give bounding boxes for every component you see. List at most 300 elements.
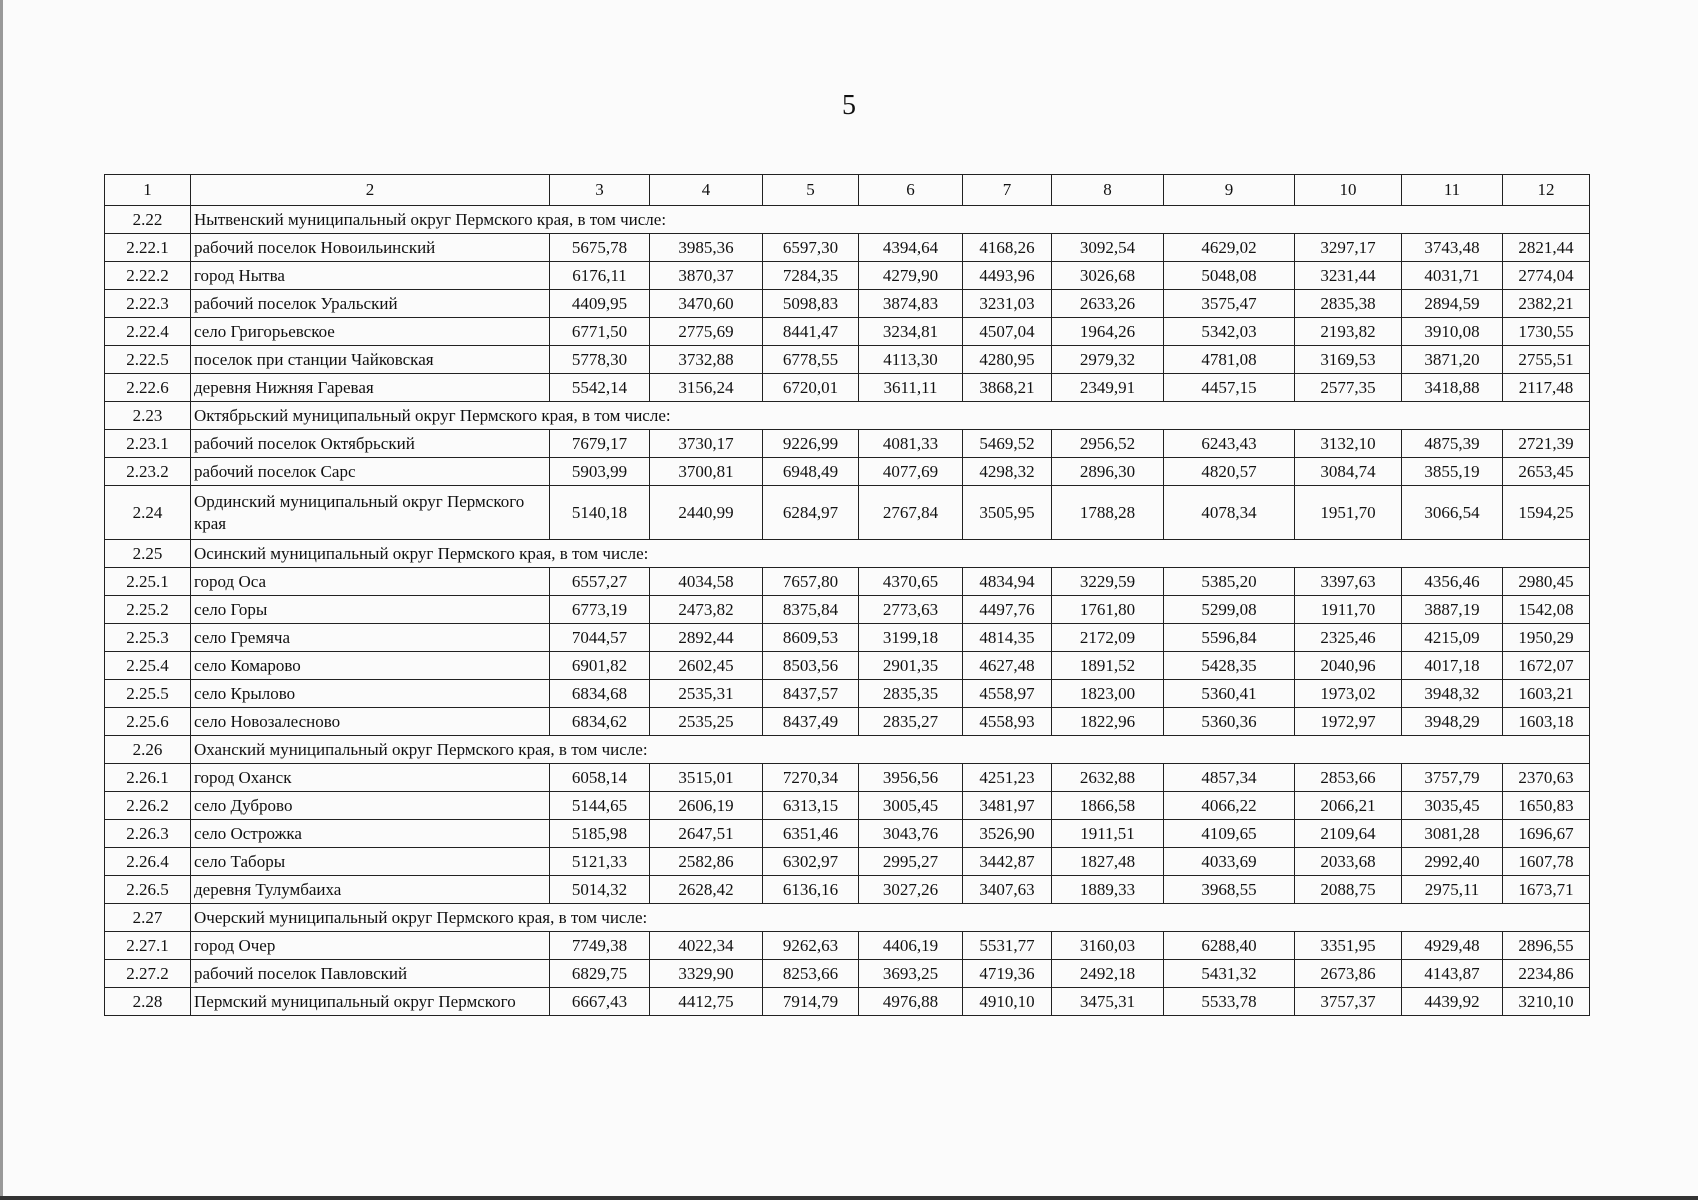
value-cell: 3026,68 bbox=[1052, 262, 1164, 290]
value-cell: 3169,53 bbox=[1295, 346, 1402, 374]
settlement-name: рабочий поселок Октябрьский bbox=[191, 430, 550, 458]
value-cell: 7270,34 bbox=[763, 764, 859, 792]
value-cell: 4394,64 bbox=[859, 234, 963, 262]
scan-bottom-edge bbox=[0, 1196, 1698, 1200]
value-cell: 4017,18 bbox=[1402, 652, 1503, 680]
value-cell: 2995,27 bbox=[859, 848, 963, 876]
value-cell: 3515,01 bbox=[650, 764, 763, 792]
value-cell: 2325,46 bbox=[1295, 624, 1402, 652]
table-row bbox=[105, 596, 1590, 624]
section-row bbox=[105, 540, 1590, 568]
value-cell: 4356,46 bbox=[1402, 568, 1503, 596]
value-cell: 8253,66 bbox=[763, 960, 859, 988]
value-cell: 4066,22 bbox=[1164, 792, 1295, 820]
value-cell: 3910,08 bbox=[1402, 318, 1503, 346]
value-cell: 1889,33 bbox=[1052, 876, 1164, 904]
settlement-name: село Гремяча bbox=[191, 624, 550, 652]
value-cell: 3887,19 bbox=[1402, 596, 1503, 624]
row-number: 2.25.4 bbox=[105, 652, 191, 680]
value-cell: 2033,68 bbox=[1295, 848, 1402, 876]
value-cell: 1911,70 bbox=[1295, 596, 1402, 624]
value-cell: 2606,19 bbox=[650, 792, 763, 820]
settlement-name: село Григорьевское bbox=[191, 318, 550, 346]
value-cell: 2979,32 bbox=[1052, 346, 1164, 374]
value-cell: 4976,88 bbox=[859, 988, 963, 1016]
scan-edge bbox=[0, 0, 3, 1200]
value-cell: 6176,11 bbox=[550, 262, 650, 290]
value-cell: 6288,40 bbox=[1164, 932, 1295, 960]
value-cell: 2117,48 bbox=[1503, 374, 1590, 402]
value-cell: 1673,71 bbox=[1503, 876, 1590, 904]
value-cell: 5533,78 bbox=[1164, 988, 1295, 1016]
value-cell: 4627,48 bbox=[963, 652, 1052, 680]
value-cell: 6834,68 bbox=[550, 680, 650, 708]
value-cell: 3505,95 bbox=[963, 486, 1052, 540]
value-cell: 4507,04 bbox=[963, 318, 1052, 346]
row-number: 2.25.1 bbox=[105, 568, 191, 596]
table-row bbox=[105, 708, 1590, 736]
row-number: 2.27.2 bbox=[105, 960, 191, 988]
row-number: 2.25.2 bbox=[105, 596, 191, 624]
value-cell: 4493,96 bbox=[963, 262, 1052, 290]
row-number: 2.26.4 bbox=[105, 848, 191, 876]
value-cell: 5903,99 bbox=[550, 458, 650, 486]
value-cell: 3475,31 bbox=[1052, 988, 1164, 1016]
value-cell: 2653,45 bbox=[1503, 458, 1590, 486]
value-cell: 7914,79 bbox=[763, 988, 859, 1016]
value-cell: 4406,19 bbox=[859, 932, 963, 960]
row-number: 2.22.2 bbox=[105, 262, 191, 290]
value-cell: 5342,03 bbox=[1164, 318, 1295, 346]
row-number: 2.25 bbox=[105, 540, 191, 568]
table-row bbox=[105, 876, 1590, 904]
value-cell: 6058,14 bbox=[550, 764, 650, 792]
row-number: 2.24 bbox=[105, 486, 191, 540]
value-cell: 1866,58 bbox=[1052, 792, 1164, 820]
value-cell: 2894,59 bbox=[1402, 290, 1503, 318]
value-cell: 2892,44 bbox=[650, 624, 763, 652]
value-cell: 7044,57 bbox=[550, 624, 650, 652]
value-cell: 7749,38 bbox=[550, 932, 650, 960]
row-number: 2.25.5 bbox=[105, 680, 191, 708]
value-cell: 4781,08 bbox=[1164, 346, 1295, 374]
table-row bbox=[105, 458, 1590, 486]
value-cell: 2628,42 bbox=[650, 876, 763, 904]
row-number: 2.26.2 bbox=[105, 792, 191, 820]
value-cell: 4412,75 bbox=[650, 988, 763, 1016]
row-number: 2.26.5 bbox=[105, 876, 191, 904]
value-cell: 6243,43 bbox=[1164, 430, 1295, 458]
value-cell: 1972,97 bbox=[1295, 708, 1402, 736]
value-cell: 5014,32 bbox=[550, 876, 650, 904]
value-cell: 3027,26 bbox=[859, 876, 963, 904]
value-cell: 2647,51 bbox=[650, 820, 763, 848]
value-cell: 1696,67 bbox=[1503, 820, 1590, 848]
value-cell: 4370,65 bbox=[859, 568, 963, 596]
value-cell: 8609,53 bbox=[763, 624, 859, 652]
value-cell: 3732,88 bbox=[650, 346, 763, 374]
value-cell: 3397,63 bbox=[1295, 568, 1402, 596]
header-cell: 4 bbox=[650, 175, 763, 206]
settlement-name: рабочий поселок Павловский bbox=[191, 960, 550, 988]
value-cell: 6771,50 bbox=[550, 318, 650, 346]
value-cell: 6829,75 bbox=[550, 960, 650, 988]
value-cell: 5431,32 bbox=[1164, 960, 1295, 988]
value-cell: 2582,86 bbox=[650, 848, 763, 876]
settlement-name: поселок при станции Чайковская bbox=[191, 346, 550, 374]
settlement-name: село Дуброво bbox=[191, 792, 550, 820]
value-cell: 3035,45 bbox=[1402, 792, 1503, 820]
section-title: Очерский муниципальный округ Пермского края, в том числе: bbox=[191, 904, 1590, 932]
value-cell: 4113,30 bbox=[859, 346, 963, 374]
value-cell: 1788,28 bbox=[1052, 486, 1164, 540]
value-cell: 3868,21 bbox=[963, 374, 1052, 402]
table-row bbox=[105, 346, 1590, 374]
value-cell: 4143,87 bbox=[1402, 960, 1503, 988]
value-cell: 3757,79 bbox=[1402, 764, 1503, 792]
value-cell: 2370,63 bbox=[1503, 764, 1590, 792]
header-cell: 5 bbox=[763, 175, 859, 206]
settlement-name: Ординский муниципальный округ Пермского края bbox=[191, 486, 550, 540]
value-cell: 6948,49 bbox=[763, 458, 859, 486]
value-cell: 1827,48 bbox=[1052, 848, 1164, 876]
row-number: 2.25.6 bbox=[105, 708, 191, 736]
table-row bbox=[105, 318, 1590, 346]
row-number: 2.26.3 bbox=[105, 820, 191, 848]
section-title: Оханский муниципальный округ Пермского края, в том числе: bbox=[191, 736, 1590, 764]
value-cell: 6667,43 bbox=[550, 988, 650, 1016]
value-cell: 2774,04 bbox=[1503, 262, 1590, 290]
row-number: 2.22.6 bbox=[105, 374, 191, 402]
value-cell: 4215,09 bbox=[1402, 624, 1503, 652]
row-number: 2.26.1 bbox=[105, 764, 191, 792]
value-cell: 3871,20 bbox=[1402, 346, 1503, 374]
value-cell: 1542,08 bbox=[1503, 596, 1590, 624]
value-cell: 1672,07 bbox=[1503, 652, 1590, 680]
section-row bbox=[105, 206, 1590, 234]
value-cell: 8503,56 bbox=[763, 652, 859, 680]
value-cell: 3948,29 bbox=[1402, 708, 1503, 736]
value-cell: 1730,55 bbox=[1503, 318, 1590, 346]
row-number: 2.27.1 bbox=[105, 932, 191, 960]
value-cell: 9226,99 bbox=[763, 430, 859, 458]
value-cell: 4279,90 bbox=[859, 262, 963, 290]
value-cell: 2632,88 bbox=[1052, 764, 1164, 792]
settlement-name: город Нытва bbox=[191, 262, 550, 290]
value-cell: 2440,99 bbox=[650, 486, 763, 540]
settlement-name: рабочий поселок Сарс bbox=[191, 458, 550, 486]
value-cell: 2602,45 bbox=[650, 652, 763, 680]
value-cell: 8437,49 bbox=[763, 708, 859, 736]
value-cell: 2473,82 bbox=[650, 596, 763, 624]
row-number: 2.22.5 bbox=[105, 346, 191, 374]
value-cell: 1603,21 bbox=[1503, 680, 1590, 708]
value-cell: 6284,97 bbox=[763, 486, 859, 540]
value-cell: 8375,84 bbox=[763, 596, 859, 624]
value-cell: 3297,17 bbox=[1295, 234, 1402, 262]
value-cell: 1594,25 bbox=[1503, 486, 1590, 540]
row-number: 2.22.3 bbox=[105, 290, 191, 318]
value-cell: 4077,69 bbox=[859, 458, 963, 486]
tariff-table bbox=[104, 174, 1590, 1016]
value-cell: 7284,35 bbox=[763, 262, 859, 290]
value-cell: 3693,25 bbox=[859, 960, 963, 988]
value-cell: 1822,96 bbox=[1052, 708, 1164, 736]
value-cell: 5542,14 bbox=[550, 374, 650, 402]
value-cell: 2172,09 bbox=[1052, 624, 1164, 652]
value-cell: 6773,19 bbox=[550, 596, 650, 624]
value-cell: 5428,35 bbox=[1164, 652, 1295, 680]
value-cell: 3481,97 bbox=[963, 792, 1052, 820]
value-cell: 3199,18 bbox=[859, 624, 963, 652]
table-row bbox=[105, 486, 1590, 540]
value-cell: 3470,60 bbox=[650, 290, 763, 318]
settlement-name: село Горы bbox=[191, 596, 550, 624]
value-cell: 4439,92 bbox=[1402, 988, 1503, 1016]
settlement-name: рабочий поселок Уральский bbox=[191, 290, 550, 318]
value-cell: 5185,98 bbox=[550, 820, 650, 848]
value-cell: 4875,39 bbox=[1402, 430, 1503, 458]
value-cell: 2896,55 bbox=[1503, 932, 1590, 960]
value-cell: 1911,51 bbox=[1052, 820, 1164, 848]
value-cell: 2492,18 bbox=[1052, 960, 1164, 988]
value-cell: 2896,30 bbox=[1052, 458, 1164, 486]
header-cell: 6 bbox=[859, 175, 963, 206]
value-cell: 2535,25 bbox=[650, 708, 763, 736]
row-number: 2.25.3 bbox=[105, 624, 191, 652]
value-cell: 6720,01 bbox=[763, 374, 859, 402]
table-row bbox=[105, 652, 1590, 680]
value-cell: 2349,91 bbox=[1052, 374, 1164, 402]
value-cell: 4409,95 bbox=[550, 290, 650, 318]
value-cell: 4629,02 bbox=[1164, 234, 1295, 262]
value-cell: 4078,34 bbox=[1164, 486, 1295, 540]
value-cell: 2088,75 bbox=[1295, 876, 1402, 904]
table-row bbox=[105, 624, 1590, 652]
value-cell: 4022,34 bbox=[650, 932, 763, 960]
value-cell: 3229,59 bbox=[1052, 568, 1164, 596]
settlement-name: село Таборы bbox=[191, 848, 550, 876]
settlement-name: город Оса bbox=[191, 568, 550, 596]
value-cell: 7679,17 bbox=[550, 430, 650, 458]
value-cell: 3757,37 bbox=[1295, 988, 1402, 1016]
value-cell: 2956,52 bbox=[1052, 430, 1164, 458]
table-row bbox=[105, 932, 1590, 960]
section-row bbox=[105, 402, 1590, 430]
value-cell: 3160,03 bbox=[1052, 932, 1164, 960]
value-cell: 2577,35 bbox=[1295, 374, 1402, 402]
value-cell: 4558,93 bbox=[963, 708, 1052, 736]
section-row bbox=[105, 736, 1590, 764]
row-number: 2.26 bbox=[105, 736, 191, 764]
value-cell: 6778,55 bbox=[763, 346, 859, 374]
row-number: 2.22.4 bbox=[105, 318, 191, 346]
section-title: Осинский муниципальный округ Пермского края, в том числе: bbox=[191, 540, 1590, 568]
value-cell: 2835,35 bbox=[859, 680, 963, 708]
value-cell: 2773,63 bbox=[859, 596, 963, 624]
value-cell: 4109,65 bbox=[1164, 820, 1295, 848]
value-cell: 3855,19 bbox=[1402, 458, 1503, 486]
settlement-name: деревня Нижняя Гаревая bbox=[191, 374, 550, 402]
table-row bbox=[105, 680, 1590, 708]
header-cell: 11 bbox=[1402, 175, 1503, 206]
value-cell: 2821,44 bbox=[1503, 234, 1590, 262]
value-cell: 4280,95 bbox=[963, 346, 1052, 374]
table-row bbox=[105, 848, 1590, 876]
table-row bbox=[105, 988, 1590, 1016]
settlement-name: село Новозалесново bbox=[191, 708, 550, 736]
value-cell: 5098,83 bbox=[763, 290, 859, 318]
table-row bbox=[105, 290, 1590, 318]
value-cell: 4031,71 bbox=[1402, 262, 1503, 290]
value-cell: 4820,57 bbox=[1164, 458, 1295, 486]
value-cell: 5299,08 bbox=[1164, 596, 1295, 624]
settlement-name: село Комарово bbox=[191, 652, 550, 680]
value-cell: 4814,35 bbox=[963, 624, 1052, 652]
table-row bbox=[105, 234, 1590, 262]
row-number: 2.23 bbox=[105, 402, 191, 430]
value-cell: 3043,76 bbox=[859, 820, 963, 848]
value-cell: 5469,52 bbox=[963, 430, 1052, 458]
value-cell: 2193,82 bbox=[1295, 318, 1402, 346]
value-cell: 4497,76 bbox=[963, 596, 1052, 624]
value-cell: 1607,78 bbox=[1503, 848, 1590, 876]
settlement-name: село Острожка bbox=[191, 820, 550, 848]
row-number: 2.27 bbox=[105, 904, 191, 932]
header-cell: 2 bbox=[191, 175, 550, 206]
row-number: 2.23.1 bbox=[105, 430, 191, 458]
value-cell: 4081,33 bbox=[859, 430, 963, 458]
value-cell: 4457,15 bbox=[1164, 374, 1295, 402]
value-cell: 2066,21 bbox=[1295, 792, 1402, 820]
value-cell: 3066,54 bbox=[1402, 486, 1503, 540]
value-cell: 5531,77 bbox=[963, 932, 1052, 960]
value-cell: 3956,56 bbox=[859, 764, 963, 792]
table-row bbox=[105, 764, 1590, 792]
value-cell: 3870,37 bbox=[650, 262, 763, 290]
value-cell: 2767,84 bbox=[859, 486, 963, 540]
value-cell: 8437,57 bbox=[763, 680, 859, 708]
value-cell: 6351,46 bbox=[763, 820, 859, 848]
value-cell: 5385,20 bbox=[1164, 568, 1295, 596]
value-cell: 2633,26 bbox=[1052, 290, 1164, 318]
value-cell: 8441,47 bbox=[763, 318, 859, 346]
value-cell: 3985,36 bbox=[650, 234, 763, 262]
value-cell: 3526,90 bbox=[963, 820, 1052, 848]
value-cell: 3575,47 bbox=[1164, 290, 1295, 318]
value-cell: 6597,30 bbox=[763, 234, 859, 262]
value-cell: 4033,69 bbox=[1164, 848, 1295, 876]
value-cell: 2835,27 bbox=[859, 708, 963, 736]
value-cell: 3948,32 bbox=[1402, 680, 1503, 708]
settlement-name: Пермский муниципальный округ Пермского bbox=[191, 988, 550, 1016]
value-cell: 6901,82 bbox=[550, 652, 650, 680]
value-cell: 5140,18 bbox=[550, 486, 650, 540]
section-row bbox=[105, 904, 1590, 932]
value-cell: 2835,38 bbox=[1295, 290, 1402, 318]
header-cell: 10 bbox=[1295, 175, 1402, 206]
value-cell: 4168,26 bbox=[963, 234, 1052, 262]
value-cell: 3418,88 bbox=[1402, 374, 1503, 402]
value-cell: 4558,97 bbox=[963, 680, 1052, 708]
value-cell: 1823,00 bbox=[1052, 680, 1164, 708]
row-number: 2.28 bbox=[105, 988, 191, 1016]
value-cell: 4929,48 bbox=[1402, 932, 1503, 960]
value-cell: 4034,58 bbox=[650, 568, 763, 596]
value-cell: 2980,45 bbox=[1503, 568, 1590, 596]
value-cell: 1964,26 bbox=[1052, 318, 1164, 346]
value-cell: 4910,10 bbox=[963, 988, 1052, 1016]
value-cell: 3407,63 bbox=[963, 876, 1052, 904]
table-body bbox=[105, 175, 1590, 1016]
value-cell: 4298,32 bbox=[963, 458, 1052, 486]
page-number: 5 bbox=[842, 90, 856, 121]
value-cell: 4251,23 bbox=[963, 764, 1052, 792]
value-cell: 6302,97 bbox=[763, 848, 859, 876]
value-cell: 1973,02 bbox=[1295, 680, 1402, 708]
table-row bbox=[105, 374, 1590, 402]
value-cell: 2673,86 bbox=[1295, 960, 1402, 988]
value-cell: 3442,87 bbox=[963, 848, 1052, 876]
value-cell: 6834,62 bbox=[550, 708, 650, 736]
table-row bbox=[105, 568, 1590, 596]
table-row bbox=[105, 262, 1590, 290]
value-cell: 3351,95 bbox=[1295, 932, 1402, 960]
value-cell: 1951,70 bbox=[1295, 486, 1402, 540]
settlement-name: деревня Тулумбаиха bbox=[191, 876, 550, 904]
value-cell: 9262,63 bbox=[763, 932, 859, 960]
value-cell: 6313,15 bbox=[763, 792, 859, 820]
table-row bbox=[105, 792, 1590, 820]
value-cell: 5596,84 bbox=[1164, 624, 1295, 652]
value-cell: 3968,55 bbox=[1164, 876, 1295, 904]
value-cell: 4719,36 bbox=[963, 960, 1052, 988]
value-cell: 3611,11 bbox=[859, 374, 963, 402]
section-title: Нытвенский муниципальный округ Пермского края, в том числе: bbox=[191, 206, 1590, 234]
value-cell: 5778,30 bbox=[550, 346, 650, 374]
value-cell: 2853,66 bbox=[1295, 764, 1402, 792]
value-cell: 2775,69 bbox=[650, 318, 763, 346]
value-cell: 2109,64 bbox=[1295, 820, 1402, 848]
header-cell: 7 bbox=[963, 175, 1052, 206]
value-cell: 5360,36 bbox=[1164, 708, 1295, 736]
header-cell: 8 bbox=[1052, 175, 1164, 206]
section-title: Октябрьский муниципальный округ Пермского края, в том числе: bbox=[191, 402, 1590, 430]
header-row bbox=[105, 175, 1590, 206]
value-cell: 3231,03 bbox=[963, 290, 1052, 318]
value-cell: 4834,94 bbox=[963, 568, 1052, 596]
value-cell: 1891,52 bbox=[1052, 652, 1164, 680]
value-cell: 1650,83 bbox=[1503, 792, 1590, 820]
value-cell: 2535,31 bbox=[650, 680, 763, 708]
value-cell: 4857,34 bbox=[1164, 764, 1295, 792]
value-cell: 2755,51 bbox=[1503, 346, 1590, 374]
row-number: 2.23.2 bbox=[105, 458, 191, 486]
value-cell: 3210,10 bbox=[1503, 988, 1590, 1016]
value-cell: 3730,17 bbox=[650, 430, 763, 458]
value-cell: 2040,96 bbox=[1295, 652, 1402, 680]
value-cell: 3743,48 bbox=[1402, 234, 1503, 262]
value-cell: 5360,41 bbox=[1164, 680, 1295, 708]
value-cell: 2721,39 bbox=[1503, 430, 1590, 458]
row-number: 2.22.1 bbox=[105, 234, 191, 262]
value-cell: 3329,90 bbox=[650, 960, 763, 988]
value-cell: 6136,16 bbox=[763, 876, 859, 904]
value-cell: 3231,44 bbox=[1295, 262, 1402, 290]
value-cell: 2992,40 bbox=[1402, 848, 1503, 876]
table-row bbox=[105, 960, 1590, 988]
settlement-name: село Крылово bbox=[191, 680, 550, 708]
